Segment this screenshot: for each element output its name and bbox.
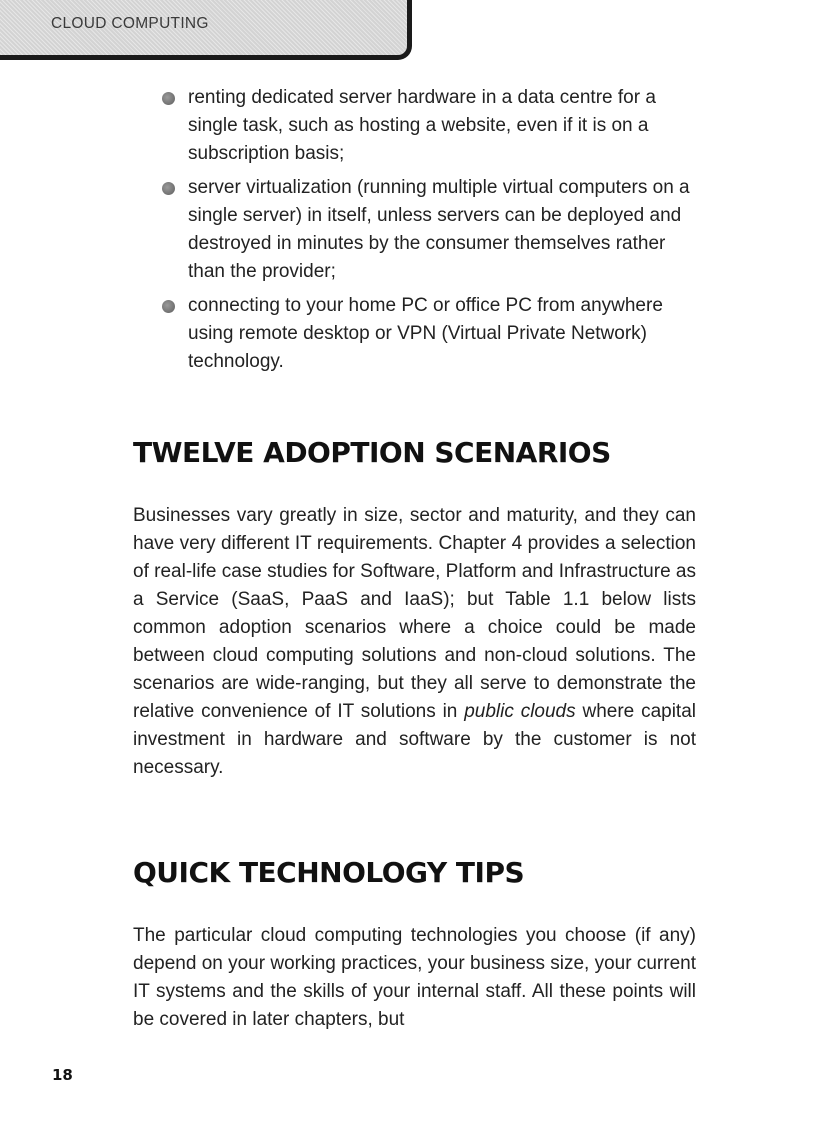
running-header-title: CLOUD COMPUTING bbox=[51, 15, 209, 32]
emphasis-public-clouds: public clouds bbox=[464, 701, 576, 722]
bullet-text: server virtualization (running multiple virtual computers on a single server) in itself, unless servers can be deployed and destroyed in minutes by the consumer themselves rather than the provider; bbox=[188, 177, 690, 282]
section-heading-technology-tips: QUICK TECHNOLOGY TIPS bbox=[133, 856, 525, 889]
paragraph-text: Businesses vary greatly in size, sector and maturity, and they can have very different IT requirements. Chapter 4 provides a selection of real-life case studies for Software, Platform and Infrastructure as a Service (SaaS, PaaS and IaaS); but Table 1.1 below lists common adoption scenarios where a choice could be made between cloud computing solutions and non-cloud solutions. The scenarios are wide-ranging, but they all serve to demonstrate the relative convenience of IT solutions in bbox=[133, 505, 696, 722]
list-item bbox=[160, 174, 705, 286]
list-item bbox=[160, 84, 705, 168]
technology-tips-paragraph: The particular cloud computing technologies you choose (if any) depend on your working practices, your business size, your current IT systems and the skills of your internal staff. All these points will be covered in later chapters, but bbox=[133, 925, 696, 1030]
section-heading-adoption-scenarios: TWELVE ADOPTION SCENARIOS bbox=[133, 436, 611, 469]
running-header-tab bbox=[0, 0, 412, 60]
adoption-scenarios-paragraph bbox=[133, 502, 696, 782]
bullet-icon bbox=[162, 92, 175, 105]
list-item bbox=[160, 292, 705, 376]
bullet-icon bbox=[162, 182, 175, 195]
page-number: 18 bbox=[52, 1066, 73, 1084]
bullet-text: connecting to your home PC or office PC from anywhere using remote desktop or VPN (Virtual Private Network) technology. bbox=[188, 295, 663, 372]
bullet-icon bbox=[162, 300, 175, 313]
bullet-list bbox=[160, 84, 705, 382]
paragraph-text: where capital investment in hardware and software by the customer is not necessary. bbox=[133, 701, 696, 778]
bullet-text: renting dedicated server hardware in a data centre for a single task, such as hosting a website, even if it is on a subscription basis; bbox=[188, 87, 656, 164]
